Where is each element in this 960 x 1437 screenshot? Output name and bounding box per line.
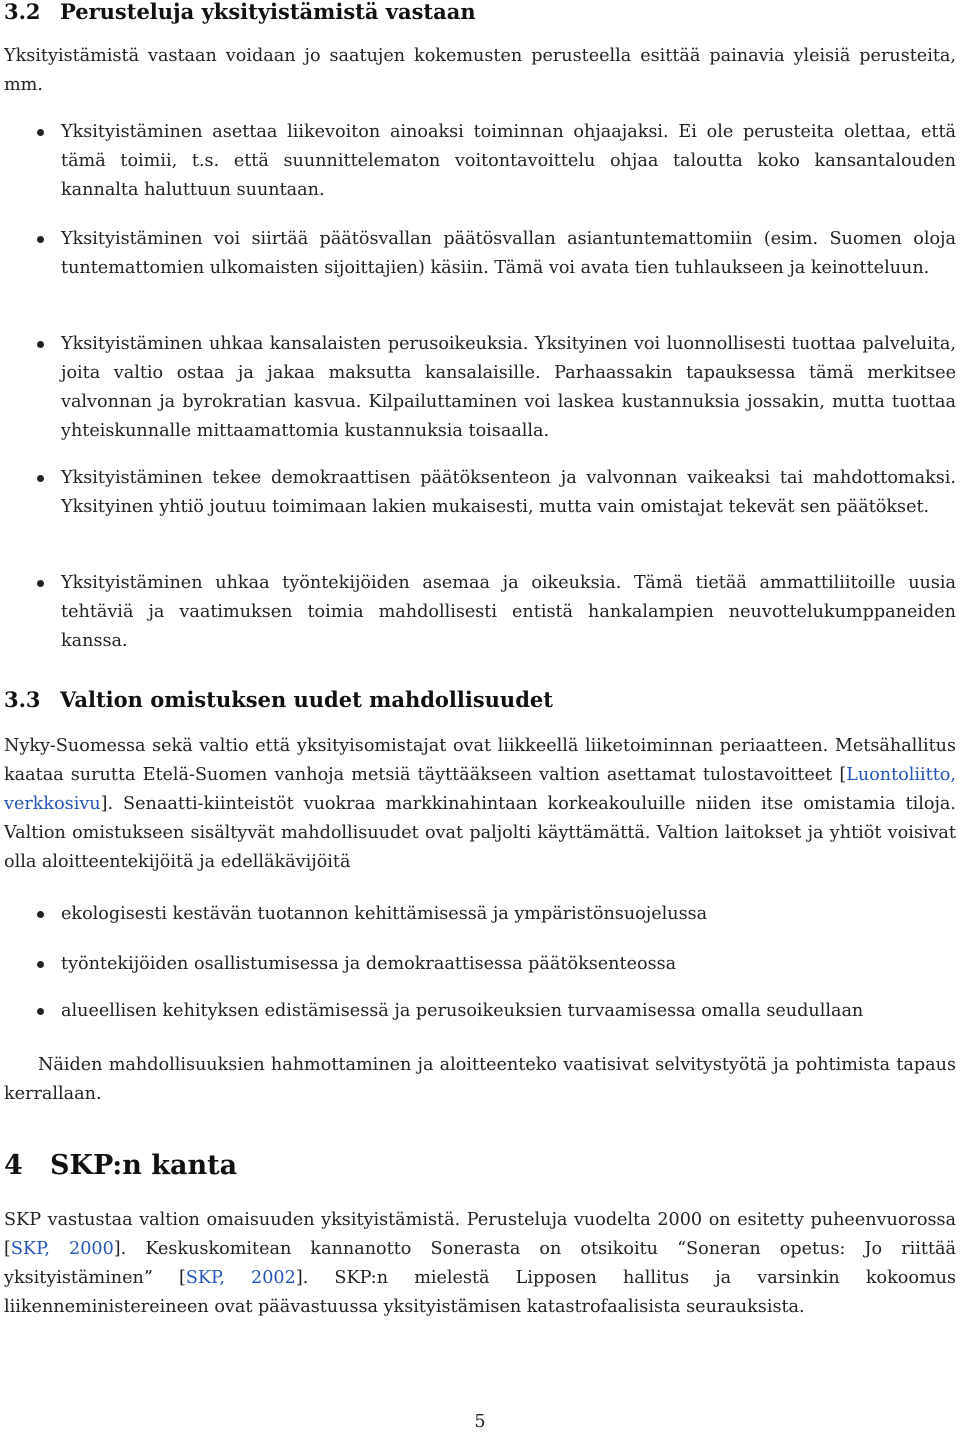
bullet-list-arguments: [4, 118, 956, 205]
section-title: Perusteluja yksityistämistä vastaan: [60, 0, 476, 24]
list-item: Yksityistäminen voi siirtää päätösvallan päätösvallan asiantuntemattomiin (esim. Suomen oloja tuntemattomien ulkomaisten sijoittajien) käsiin. Tämä voi avata tien tuhlaukseen ja keinotteluun.: [4, 225, 956, 283]
list-item: Yksityistäminen uhkaa kansalaisten perusoikeuksia. Yksityinen voi luonnollisesti tuottaa palveluita, joita valtio ostaa ja jakaa maksutta kansalaisille. Parhaassakin tapauksessa tämä merkitsee valvonnan ja byrokratian kasvua. Kilpailuttaminen voi laskea kustannuksia jossakin, mutta tuottaa yhteiskunnalle mittaamattomia kustannuksia toisaalla.: [4, 330, 956, 446]
bullet-icon: [37, 580, 44, 587]
citation-link-luontoliitto[interactable]: Luontoliitto, verkkosivu: [4, 765, 956, 814]
bullet-list-arguments: [4, 225, 956, 283]
bullet-icon: [37, 1008, 44, 1015]
section-title: Valtion omistuksen uudet mahdollisuudet: [60, 687, 553, 712]
closing-paragraph: Näiden mahdollisuuksien hahmottaminen ja aloitteenteko vaatisivat selvitystyötä ja pohtimista tapaus kerrallaan.: [4, 1055, 956, 1104]
bullet-list-opportunities: [4, 950, 956, 979]
paragraph-state-ownership: Nyky-Suomessa sekä valtio että yksityisomistajat ovat liikkeellä liiketoiminnan periaatteen. Metsähallitus kaataa surutta Etelä-Suomen vanhoja metsiä täyttääkseen valtion asettamat tulostavoitteet [Luontoliitto, verkkosivu]. Senaatti-kiinteistöt vuokraa markkinahintaan korkeakouluille niiden itse omistamia tiloja. Valtion omistukseen sisältyvät mahdollisuudet ovat paljolti käyttämättä. Valtion laitokset ja yhtiöt voisivat olla aloitteentekijöitä ja edelläkävijöitä: [4, 736, 956, 872]
paragraph-skp-position: SKP vastustaa valtion omaisuuden yksityistämistä. Perusteluja vuodelta 2000 on esitetty puheenvuorossa [SKP, 2000]. Keskuskomitean kannanotto Sonerasta on otsikoitu “Soneran opetus: Jo riittää yksityistäminen” [SKP, 2002]. SKP:n mielestä Lipposen hallitus ja varsinkin kokoomus liikenneministereineen ovat päävastuussa yksityistämisen katastrofaalisista seurauksista.: [4, 1210, 957, 1317]
list-item: Yksityistäminen uhkaa työntekijöiden asemaa ja oikeuksia. Tämä tietää ammattiliitoille uusia tehtäviä ja vaatimuksen toimia mahdollisesti entistä hankalampien neuvottelukumppaneiden kanssa.: [4, 569, 956, 656]
list-item: ekologisesti kestävän tuotannon kehittämisessä ja ympäristönsuojelussa: [4, 900, 956, 929]
section-number: 3.2: [4, 0, 41, 24]
section-number: 3.3: [4, 687, 41, 712]
list-item: Yksityistäminen asettaa liikevoiton ainoaksi toiminnan ohjaajaksi. Ei ole perusteita olettaa, että tämä toimii, t.s. että suunnittelematon voitontavoittelu ohjaa taloutta koko kansantalouden kannalta haluttuun suuntaan.: [4, 118, 956, 205]
section-title: SKP:n kanta: [50, 1150, 238, 1181]
bullet-list-opportunities: [4, 997, 956, 1026]
citation-link-skp-2000[interactable]: SKP, 2000: [10, 1239, 114, 1259]
section-heading-3-2: [4, 0, 476, 26]
intro-paragraph: Yksityistämistä vastaan voidaan jo saatujen kokemusten perusteella esittää painavia yleisiä perusteita, mm.: [4, 46, 956, 95]
bullet-list-arguments: [4, 330, 956, 446]
section-heading-3-3: [4, 686, 553, 714]
list-item: alueellisen kehityksen edistämisessä ja perusoikeuksien turvaamisessa omalla seudullaan: [4, 997, 956, 1026]
page-number: 5: [474, 1412, 486, 1432]
bullet-icon: [37, 475, 44, 482]
section-heading-4: [4, 1148, 237, 1184]
bullet-icon: [37, 961, 44, 968]
bullet-list-arguments: [4, 569, 956, 656]
list-item: työntekijöiden osallistumisessa ja demokraattisessa päätöksenteossa: [4, 950, 956, 979]
list-item: Yksityistäminen tekee demokraattisen päätöksenteon ja valvonnan vaikeaksi tai mahdottomaksi. Yksityinen yhtiö joutuu toimimaan lakien mukaisesti, mutta vain omistajat tekevät sen päätökset.: [4, 464, 956, 522]
citation-link-skp-2002[interactable]: SKP, 2002: [185, 1268, 296, 1288]
bullet-list-opportunities: [4, 900, 956, 929]
bullet-icon: [37, 911, 44, 918]
bullet-icon: [37, 236, 44, 243]
section-number: 4: [4, 1150, 23, 1181]
bullet-list-arguments: [4, 464, 956, 522]
bullet-icon: [37, 341, 44, 348]
bullet-icon: [37, 129, 44, 136]
